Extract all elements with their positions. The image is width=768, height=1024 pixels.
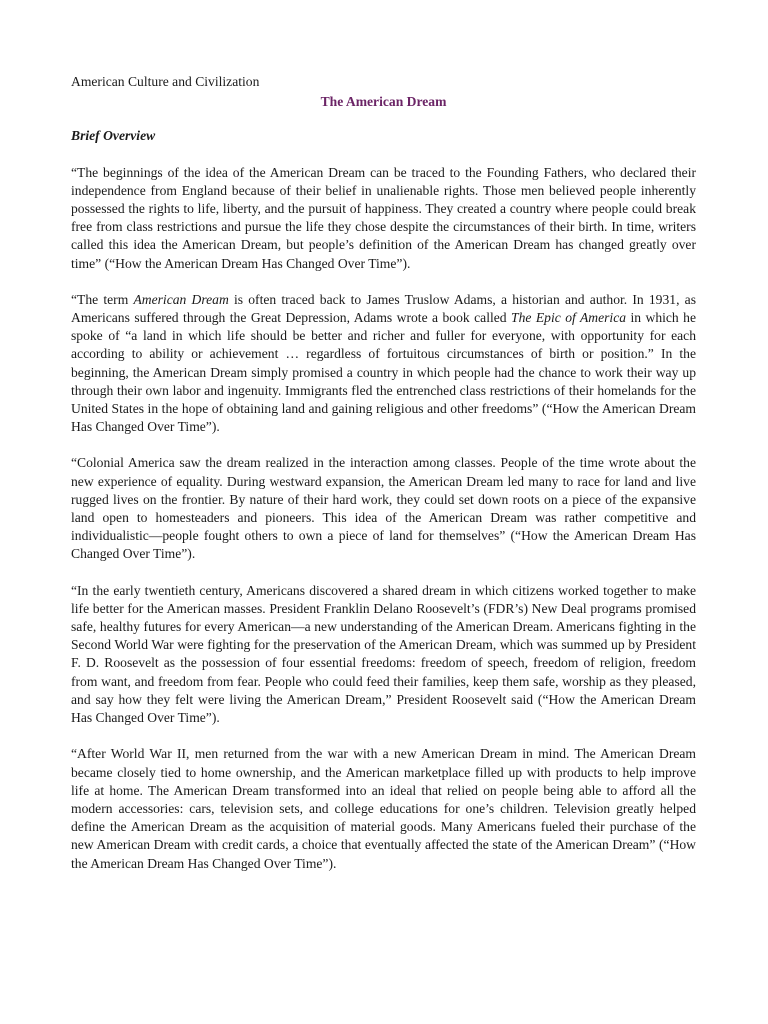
paragraph-3 xyxy=(71,454,696,563)
section-heading: Brief Overview xyxy=(71,128,156,144)
paragraph-text: “Colonial America saw the dream realized in the interaction among classes. People of the time wrote about the new experience of equality. During westward expansion, the American Dream led many to race for land and live rugged lives on the frontier. By nature of their hard work, they could set down roots on a piece of the expansive land open to homesteaders and pioneers. This idea of the American Dream was rather competitive and individualistic—people fought others to own a piece of land for themselves” (“How the American Dream Has Changed Over Time”). xyxy=(71,455,696,562)
italic-term: American Dream xyxy=(133,291,229,307)
book-title: The Epic of America xyxy=(511,310,627,326)
paragraph-text: “After World War II, men returned from the war with a new American Dream in mind. The American Dream became closely tied to home ownership, and the American marketplace filled up with products to help improve life at home. The American Dream transformed into an ideal that relied on people being able to afford all the modern accessories: cars, television sets, and college educations for one’s children. Television greatly helped define the American Dream as the acquisition of material goods. Many Americans fueled their purchase of the new American Dream with credit cards, a choice that eventually affected the state of the American Dream” (“How the American Dream Has Changed Over Time”). xyxy=(71,746,696,871)
document-body xyxy=(71,73,696,873)
document-title: The American Dream xyxy=(320,94,447,110)
paragraph-2 xyxy=(71,291,696,437)
paragraph-text: “In the early twentieth century, Americans discovered a shared dream in which citizens worked together to make life better for the American masses. President Franklin Delano Roosevelt’s (FDR’s) New Deal programs promised safe, healthy futures for every American—a new understanding of the American Dream. Americans fighting in the Second World War were fighting for the preservation of the American Dream, which was summed up by President F. D. Roosevelt as the possession of four essential freedoms: freedom of speech, freedom of religion, freedom from want, and freedom from fear. People who could feed their families, keep them safe, worship as they pleased, and say how they felt were living the American Dream,” President Roosevelt said (“How the American Dream Has Changed Over Time”). xyxy=(71,582,696,726)
paragraph-text: in which he spoke of “a land in which life should be better and richer and fuller for everyone, with opportunity for each according to ability or achievement … regardless of fortuitous circumstances of birth or position.” In the beginning, the American Dream simply promised a country in which people had the chance to work their way up through their own labor and ingenuity. Immigrants fled the entrenched class restrictions of their homelands for the United States in the hope of obtaining land and gaining religious and other freedoms” (“How the American Dream Has Changed Over Time”). xyxy=(71,310,696,435)
paragraph-text: is often traced back to James Truslow Adams, a historian and author. In 1931, as Americans suffered through the Great Depression, Adams wrote a book called xyxy=(71,291,696,326)
paragraph-5 xyxy=(71,745,696,872)
course-name: American Culture and Civilization xyxy=(71,74,260,89)
paragraph-1 xyxy=(71,164,696,273)
paragraph-text: “The term xyxy=(71,291,134,307)
paragraph-4 xyxy=(71,582,696,728)
paragraph-text: “The beginnings of the idea of the American Dream can be traced to the Founding Fathers, who declared their independence from England because of their belief in unalienable rights. Those men believed people inherently possessed the rights to life, liberty, and the pursuit of happiness. They created a country where people could break free from class restrictions and pursue the life they chose despite the circumstances of their birth. In time, writers called this idea the American Dream, but people’s definition of the American Dream has changed greatly over time” (“How the American Dream Has Changed Over Time”). xyxy=(71,164,696,271)
